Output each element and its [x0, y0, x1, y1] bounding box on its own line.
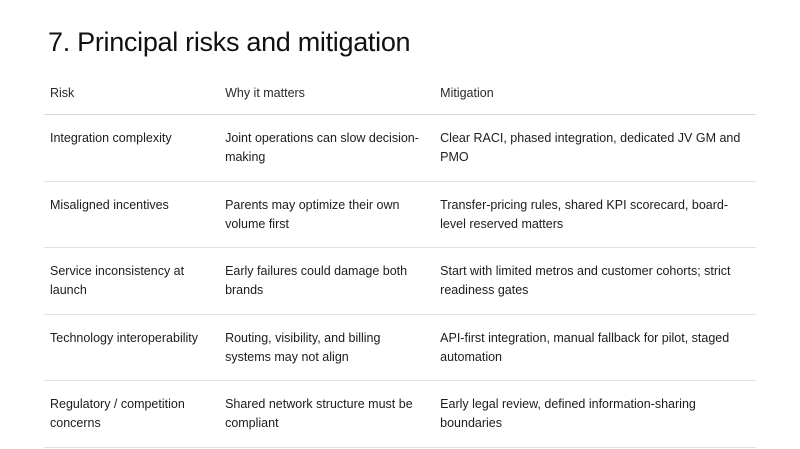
cell-risk: Regulatory / competition concerns [44, 381, 219, 448]
cell-why: Routing, visibility, and billing systems may not align [219, 314, 434, 381]
cell-mitigation: Start with limited metros and customer cohorts; strict readiness gates [434, 248, 756, 315]
cell-why: Early failures could damage both brands [219, 248, 434, 315]
cell-mitigation: API-first integration, manual fallback for pilot, staged automation [434, 314, 756, 381]
cell-why: Joint operations can slow decision-making [219, 115, 434, 182]
cell-mitigation: Clear RACI, phased integration, dedicated JV GM and PMO [434, 115, 756, 182]
table-row [44, 115, 756, 182]
cell-risk: Service inconsistency at launch [44, 248, 219, 315]
risks-table [44, 80, 756, 448]
cell-risk: Integration complexity [44, 115, 219, 182]
cell-risk: Technology interoperability [44, 314, 219, 381]
table-row [44, 381, 756, 448]
table-header-row [44, 80, 756, 115]
table-row [44, 314, 756, 381]
table-header [44, 80, 756, 115]
column-header-why-it-matters: Why it matters [219, 80, 434, 115]
table-row [44, 248, 756, 315]
table-body [44, 115, 756, 448]
cell-risk: Misaligned incentives [44, 181, 219, 248]
column-header-risk: Risk [44, 80, 219, 115]
table-row [44, 181, 756, 248]
page-title: 7. Principal risks and mitigation [48, 27, 411, 57]
cell-mitigation: Transfer-pricing rules, shared KPI scorecard, board-level reserved matters [434, 181, 756, 248]
cell-mitigation: Early legal review, defined information-sharing boundaries [434, 381, 756, 448]
cell-why: Shared network structure must be compliant [219, 381, 434, 448]
cell-why: Parents may optimize their own volume first [219, 181, 434, 248]
column-header-mitigation: Mitigation [434, 80, 756, 115]
